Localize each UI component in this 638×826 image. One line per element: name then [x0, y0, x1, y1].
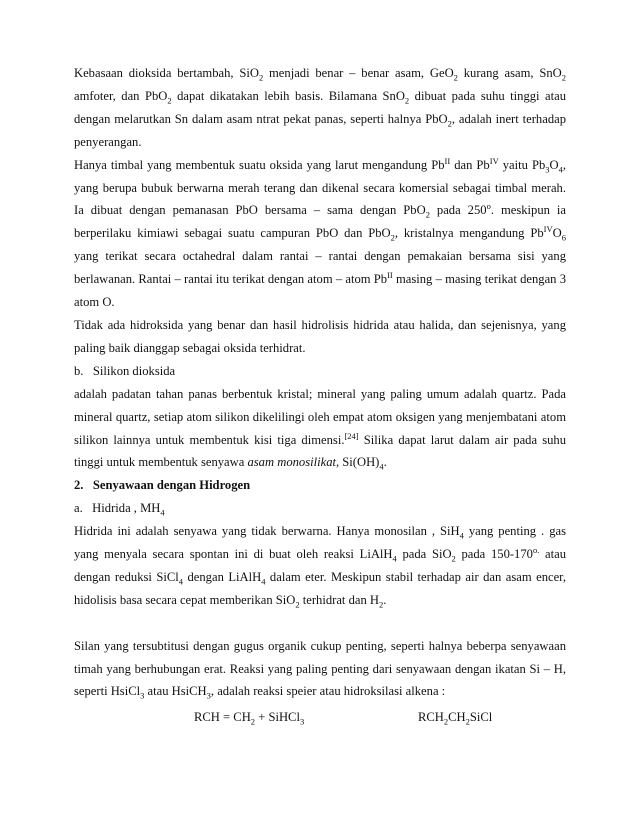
text-run: . meskipun ia	[490, 203, 566, 218]
text-run: dan Pb	[450, 157, 490, 172]
paragraph-line	[74, 566, 566, 589]
subscript: 3	[299, 716, 305, 727]
paragraph-line	[74, 429, 566, 452]
subscript: 2	[295, 599, 300, 610]
subscript: 2	[390, 232, 395, 243]
text-run: dapat dikatakan lebih basis. Bilamana SnO	[171, 88, 405, 103]
text-run: .	[383, 592, 387, 607]
subscript: 4	[379, 461, 384, 472]
text-run: masing – masing terikat dengan 3	[392, 272, 566, 287]
text-run: Hidrida ini adalah senyawa yang tidak berwarna. Hanya monosilan , SiH	[74, 524, 460, 539]
text-run: ,	[562, 157, 567, 172]
text-run: yaitu Pb	[498, 157, 546, 172]
text-run: dengan melarutkan Sn dalam asam ntrat pekat panas, seperti halnya PbO	[74, 111, 448, 126]
subscript: 3	[206, 690, 211, 701]
text-run: terhidrat dan H	[299, 592, 380, 607]
paragraph-line: penyerangan.	[74, 134, 142, 149]
text-run: pada SiO	[396, 547, 452, 562]
text-run: RCH	[418, 710, 444, 724]
subscript: 2	[250, 716, 256, 727]
text-run: menjadi benar – benar asam, GeO	[263, 66, 454, 80]
subscript: 2	[561, 72, 566, 83]
superscript: II	[444, 155, 451, 166]
text-run: O	[549, 157, 559, 172]
paragraph-line	[74, 85, 566, 108]
subscript: 2	[425, 209, 430, 220]
subscript: 2	[465, 716, 470, 727]
text-run: Ia dibuat dengan pemanasan PbO bersama – sama dengan PbO	[74, 203, 426, 218]
text-run: , kristalnya mengandung Pb	[394, 226, 544, 241]
subscript: 6	[561, 232, 566, 243]
paragraph-line: Silan yang tersubtitusi dengan gugus organik cukup penting, seperti halnya beberpa senyawaan	[74, 638, 566, 653]
subscript: 2	[379, 599, 384, 610]
superscript: IV	[543, 224, 553, 235]
paragraph-line	[74, 543, 566, 566]
paragraph-gap	[74, 612, 566, 635]
superscript: IV	[489, 155, 499, 166]
section-heading: 2. Senyawaan dengan Hidrogen	[74, 478, 251, 493]
paragraph-line	[74, 199, 566, 222]
text-run: berlawanan. Rantai – rantai itu terikat dengan atom – atom Pb	[74, 272, 388, 287]
subscript: 2	[453, 72, 458, 83]
text-run: Kebasaan dioksida bertambah, SiO	[74, 66, 259, 80]
text-run: dengan reduksi SiCl	[74, 569, 179, 584]
subscript: 2	[451, 553, 456, 564]
subscript: 4	[178, 576, 184, 587]
text-run: amfoter, dan PbO	[74, 88, 168, 103]
text-run: + SiHCl	[255, 710, 300, 724]
paragraph-line	[74, 62, 566, 85]
paragraph-line	[74, 520, 566, 543]
subscript: 2	[167, 95, 172, 106]
text-run: , adalah reaksi speier atau hidroksilasi alkena :	[210, 684, 446, 699]
text-run: hidolisis basa secara cepat memberikan SiO	[74, 592, 296, 607]
text-run: , Si(OH)	[336, 455, 380, 470]
subsection-heading	[74, 497, 566, 520]
text-run: CH	[448, 710, 466, 724]
paragraph-line	[74, 154, 566, 177]
text-run: silikon lainnya untuk membentuk kisi tiga dimensi.	[74, 432, 345, 447]
subscript: 4	[459, 530, 464, 541]
text-run: pada 250	[429, 203, 487, 218]
text-run: dengan LiAlH	[183, 569, 262, 584]
subscript: 2	[258, 72, 264, 83]
text-run: a. Hidrida , MH	[74, 501, 161, 516]
text-run: dibuat pada suhu tinggi atau	[409, 88, 566, 103]
subscript: 3	[140, 690, 145, 701]
subscript: 2	[404, 95, 410, 106]
paragraph-line: mineral quartz, setiap atom silikon dikelilingi oleh empat atom oksigen yang menjembatani atom	[74, 409, 566, 424]
citation-ref: [24]	[344, 430, 359, 441]
paragraph-line: adalah padatan tahan panas berbentuk kristal; mineral yang paling umum adalah quartz. Pada	[74, 386, 566, 401]
paragraph-line	[74, 589, 566, 612]
superscript: o.	[532, 544, 540, 555]
superscript: o	[486, 201, 491, 212]
text-run: SiCl	[469, 710, 493, 724]
text-run: seperti HsiCl	[74, 684, 141, 699]
text-run: Silika dapat larut dalam air pada suhu	[358, 432, 566, 447]
superscript: II	[387, 269, 393, 280]
text-run: atau	[539, 547, 567, 562]
text-run: dalam eter. Meskipun stabil terhadap air dan asam encer,	[265, 569, 567, 584]
subscript: 2	[443, 716, 449, 727]
paragraph-line	[74, 680, 566, 703]
text-run: tinggi untuk membentuk senyawa	[74, 455, 248, 470]
text-run: Hanya timbal yang membentuk suatu oksida yang larut mengandung Pb	[74, 157, 445, 172]
text-run: atau HsiCH	[144, 684, 207, 699]
equation-product	[418, 710, 492, 725]
text-run: , adalah inert terhadap	[451, 111, 567, 126]
paragraph-line	[74, 108, 566, 131]
paragraph-line	[74, 268, 566, 291]
paragraph-line: yang berupa bubuk berwarna merah terang dan dikenal secara komersial sebagai timbal merah.	[74, 180, 566, 195]
italic-term: asam monosilikat	[247, 455, 336, 470]
paragraph-line: atom O.	[74, 295, 115, 310]
text-run: O	[552, 226, 562, 241]
subscript: 4	[558, 164, 563, 175]
subscript: 4	[261, 576, 266, 587]
paragraph-line: paling baik dianggap sebagai oksida terhidrat.	[74, 340, 306, 355]
paragraph-line	[74, 222, 566, 245]
subscript: 4	[392, 553, 397, 564]
text-run: yang penting . gas	[463, 524, 566, 539]
equation-reactants	[194, 710, 304, 725]
subsection-heading: b. Silikon dioksida	[74, 363, 176, 378]
paragraph-line: timah yang berhubungan erat. Reaksi yang paling penting dari senyawaan dengan ikatan Si – H,	[74, 661, 566, 676]
subscript: 2	[447, 118, 452, 129]
subscript: 3	[545, 164, 550, 175]
text-run: .	[383, 455, 387, 470]
text-run: pada 150-170	[455, 547, 533, 562]
subscript: 4	[160, 507, 165, 518]
paragraph-line	[74, 451, 566, 474]
text-run: kurang asam, SnO	[457, 66, 562, 80]
body-text	[74, 62, 566, 703]
paragraph-line: Tidak ada hidroksida yang benar dan hasil hidrolisis hidrida atau halida, dan sejenisnya, yang	[74, 317, 566, 332]
text-run: berperilaku kimiawi sebagai suatu campuran PbO dan PbO	[74, 226, 391, 241]
text-run: yang menyala secara spontan ini di buat oleh reaksi LiAlH	[74, 547, 393, 562]
text-run: RCH = CH	[194, 710, 251, 724]
paragraph-line: yang terikat secara octahedral dalam rantai – rantai dengan pemakaian bersama sisi yang	[74, 249, 566, 264]
